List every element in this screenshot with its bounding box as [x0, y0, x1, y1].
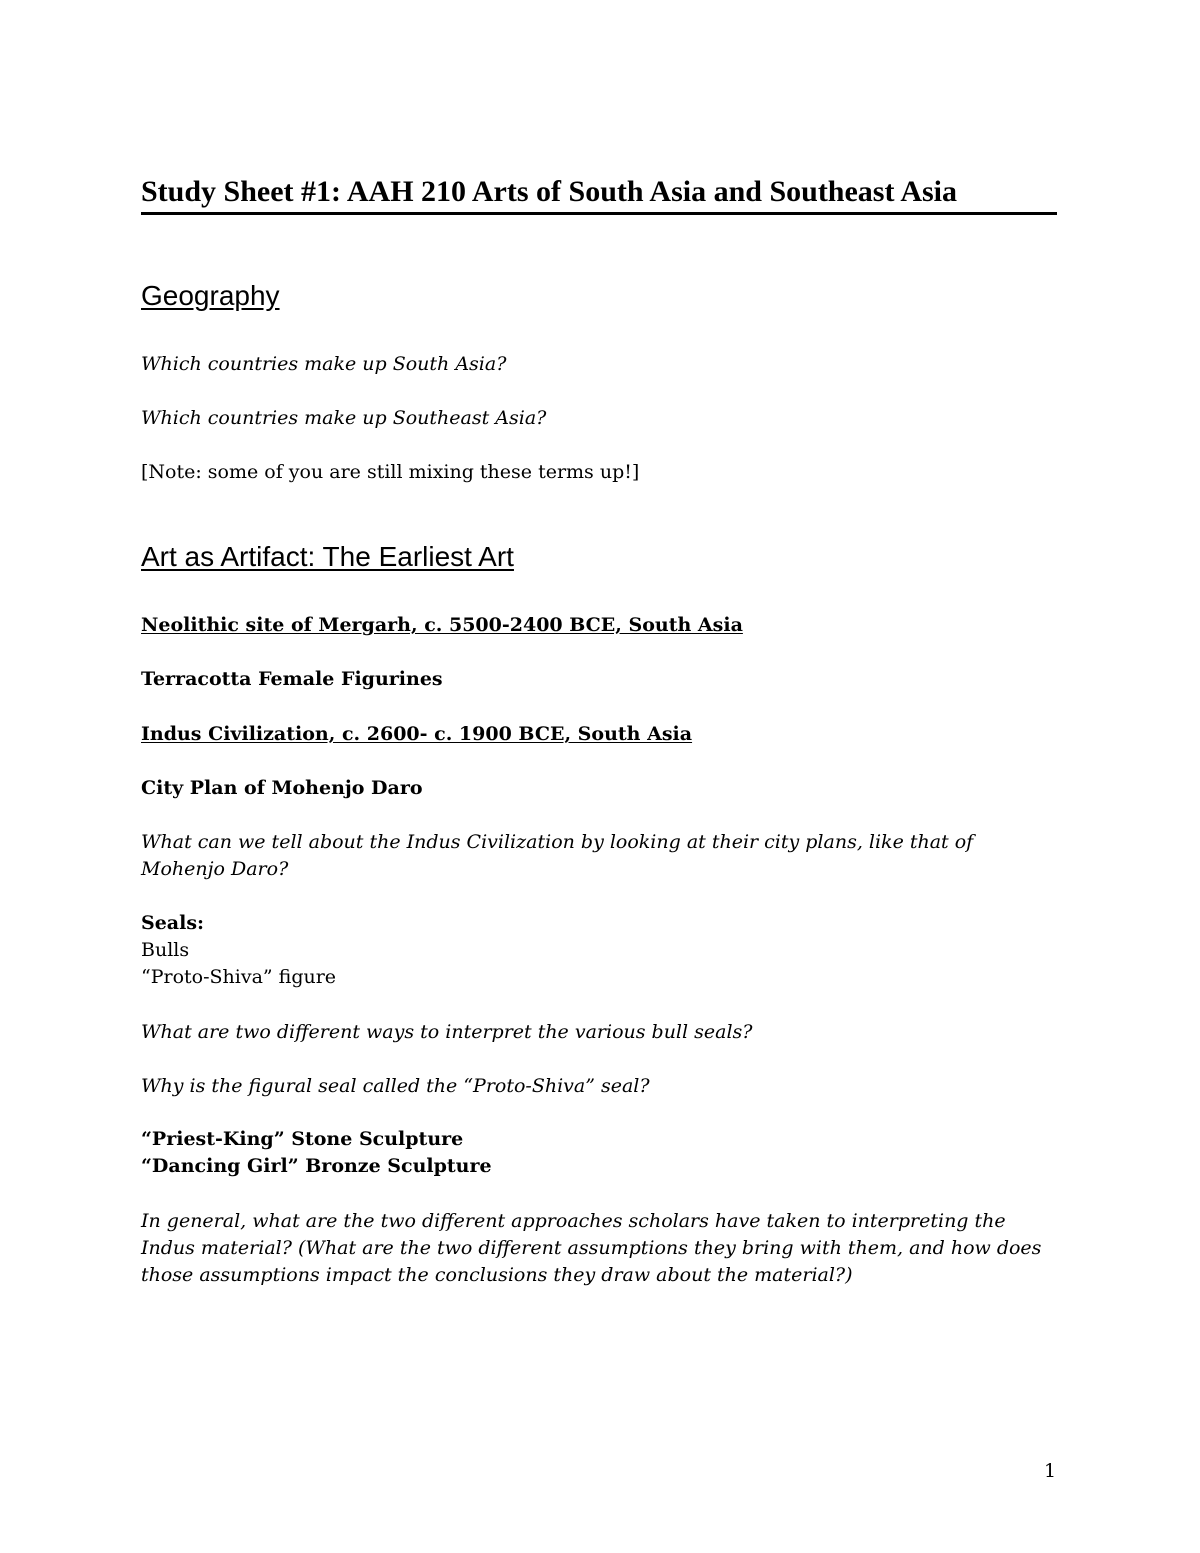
seals-proto-shiva: “Proto-Shiva” figure: [141, 966, 337, 988]
geography-heading: Geography: [141, 280, 280, 311]
general-question: In general, what are the two different approaches scholars have taken to interpreting the Indus material? (What are the two different assumptions they bring with them, and how does those assumptions impact the conclusions they draw about the material?): [141, 1210, 1042, 1286]
seals-bulls: Bulls: [141, 939, 190, 961]
art-artifact-heading: Art as Artifact: The Earliest Art: [141, 541, 514, 572]
seals-heading: Seals:: [141, 912, 205, 934]
page-number: 1: [1044, 1460, 1057, 1482]
priest-king-sculpture: “Priest-King” Stone Sculpture: [141, 1128, 464, 1150]
question-southeast-asia: Which countries make up Southeast Asia?: [141, 407, 547, 429]
dancing-girl-sculpture: “Dancing Girl” Bronze Sculpture: [141, 1155, 492, 1177]
proto-shiva-question: Why is the figural seal called the “Proto-Shiva” seal?: [141, 1075, 650, 1097]
question-south-asia: Which countries make up South Asia?: [141, 353, 507, 375]
terracotta-figurines: Terracotta Female Figurines: [141, 668, 443, 690]
bull-seals-question: What are two different ways to interpret the various bull seals?: [141, 1021, 753, 1043]
page-title: Study Sheet #1: AAH 210 Arts of South Asia and Southeast Asia: [141, 174, 1057, 215]
city-plan-mohenjo-daro: City Plan of Mohenjo Daro: [141, 777, 423, 799]
city-plan-question: What can we tell about the Indus Civilization by looking at their city plans, like that of Mohenjo Daro?: [141, 831, 974, 880]
indus-civilization-heading: Indus Civilization, c. 2600- c. 1900 BCE, South Asia: [141, 723, 693, 745]
note-text: [Note: some of you are still mixing these terms up!]: [141, 461, 640, 483]
neolithic-site-heading: Neolithic site of Mergarh, c. 5500-2400 BCE, South Asia: [141, 614, 743, 636]
